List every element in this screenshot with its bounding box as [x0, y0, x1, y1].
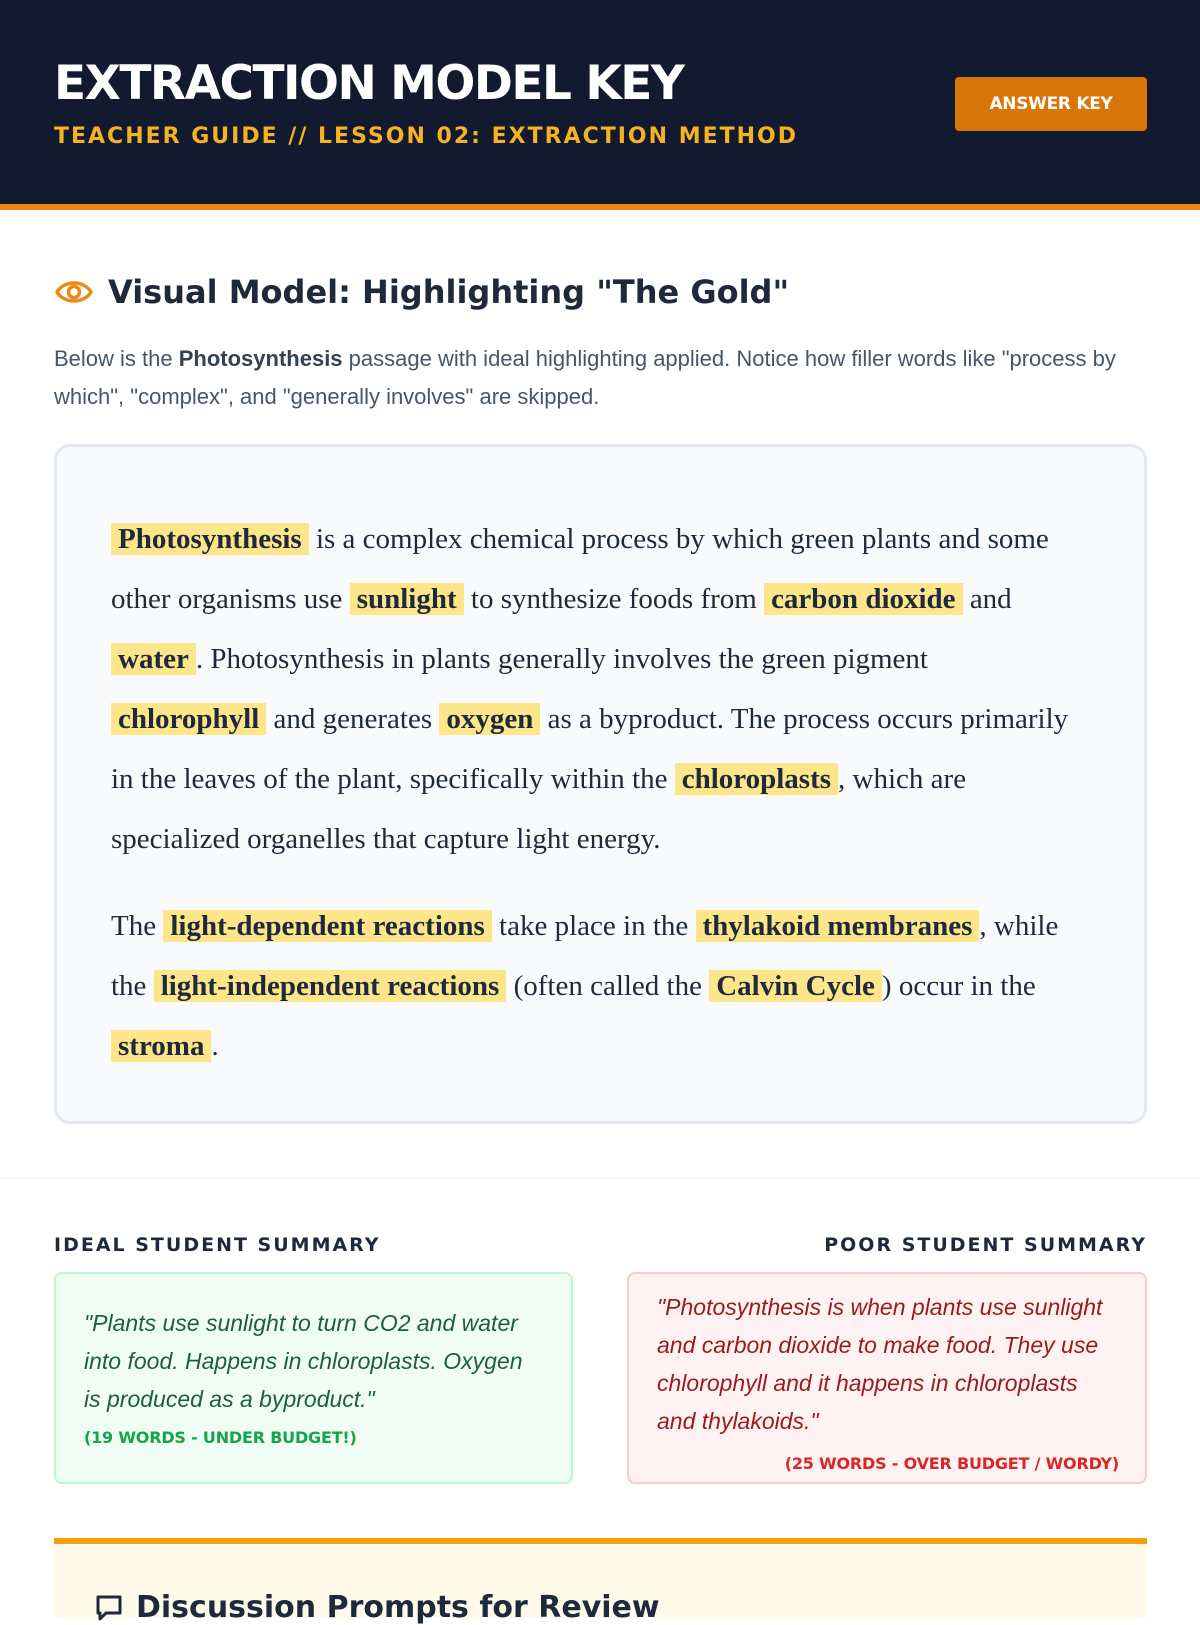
passage-text: The	[111, 910, 164, 942]
highlight-term: sunlight	[350, 583, 464, 615]
ideal-summary-word-count: (19 WORDS - UNDER BUDGET!)	[84, 1428, 357, 1447]
page-header	[0, 0, 1200, 210]
page-title: EXTRACTION MODEL KEY	[54, 56, 684, 111]
passage-text: is a complex chemical process by which green plants and some other organisms use	[111, 523, 1049, 615]
passage-text: and generates	[266, 703, 440, 735]
passage-text: , while the	[111, 910, 1059, 1002]
highlight-term: chlorophyll	[111, 703, 266, 735]
highlight-term: thylakoid membranes	[696, 910, 980, 942]
passage-text: , which are specialized organelles that capture light energy.	[111, 763, 967, 855]
passage-text: and	[962, 583, 1012, 615]
discussion-title: Discussion Prompts for Review	[136, 1590, 660, 1625]
passage-text: ) occur in the	[881, 970, 1036, 1002]
poor-summary-word-count: (25 WORDS - OVER BUDGET / WORDY)	[784, 1454, 1119, 1473]
visual-model-title: Visual Model: Highlighting "The Gold"	[108, 273, 790, 311]
discussion-prompts-section	[54, 1538, 1147, 1625]
highlight-term: light-dependent reactions	[163, 910, 491, 942]
passage-text: . Photosynthesis in plants generally involves the green pigment	[195, 643, 928, 675]
intro-text	[54, 340, 1149, 416]
ideal-summary-card	[54, 1272, 573, 1484]
passage-paragraph-1	[111, 509, 1090, 869]
discussion-heading-row	[94, 1590, 660, 1625]
visual-model-heading-row	[54, 270, 789, 314]
passage-text: take place in the	[491, 910, 696, 942]
passage-text: as a byproduct. The process occurs primarily in the leaves of the plant, specifically within the	[111, 703, 1069, 795]
eye-icon	[54, 272, 94, 312]
highlight-term: carbon dioxide	[764, 583, 963, 615]
page-subtitle: TEACHER GUIDE // LESSON 02: EXTRACTION METHOD	[54, 124, 799, 149]
passage-paragraph-2	[111, 896, 1090, 1076]
intro-after: passage with ideal highlighting applied. Notice how filler words like "process by which", "complex", and "generally involves" are skipped.	[54, 346, 1116, 409]
highlight-term: chloroplasts	[675, 763, 838, 795]
passage-text: .	[211, 1030, 219, 1062]
section-divider	[0, 1178, 1200, 1179]
highlighted-passage	[54, 444, 1147, 1124]
passage-text: (often called the	[506, 970, 710, 1002]
ideal-summary-label: IDEAL STUDENT SUMMARY	[54, 1234, 381, 1256]
highlight-term: Calvin Cycle	[709, 970, 882, 1002]
chat-icon	[94, 1593, 124, 1623]
highlight-term: oxygen	[439, 703, 540, 735]
answer-key-badge[interactable]: ANSWER KEY	[955, 77, 1147, 131]
poor-summary-card	[627, 1272, 1147, 1484]
ideal-summary-quote: "Plants use sunlight to turn CO2 and water into food. Happens in chloroplasts. Oxygen is produced as a byproduct."	[84, 1310, 523, 1412]
highlight-term: light-independent reactions	[154, 970, 507, 1002]
passage-text: to synthesize foods from	[463, 583, 765, 615]
poor-summary-quote: "Photosynthesis is when plants use sunlight and carbon dioxide to make food. They use chlorophyll and it happens in chloroplasts and thylakoids."	[657, 1294, 1103, 1434]
highlight-term: water	[111, 643, 196, 675]
intro-bold-topic: Photosynthesis	[178, 346, 343, 371]
highlight-term: Photosynthesis	[111, 523, 309, 555]
poor-summary-label: POOR STUDENT SUMMARY	[824, 1234, 1147, 1256]
highlight-term: stroma	[111, 1030, 211, 1062]
intro-before: Below is the	[54, 346, 179, 371]
